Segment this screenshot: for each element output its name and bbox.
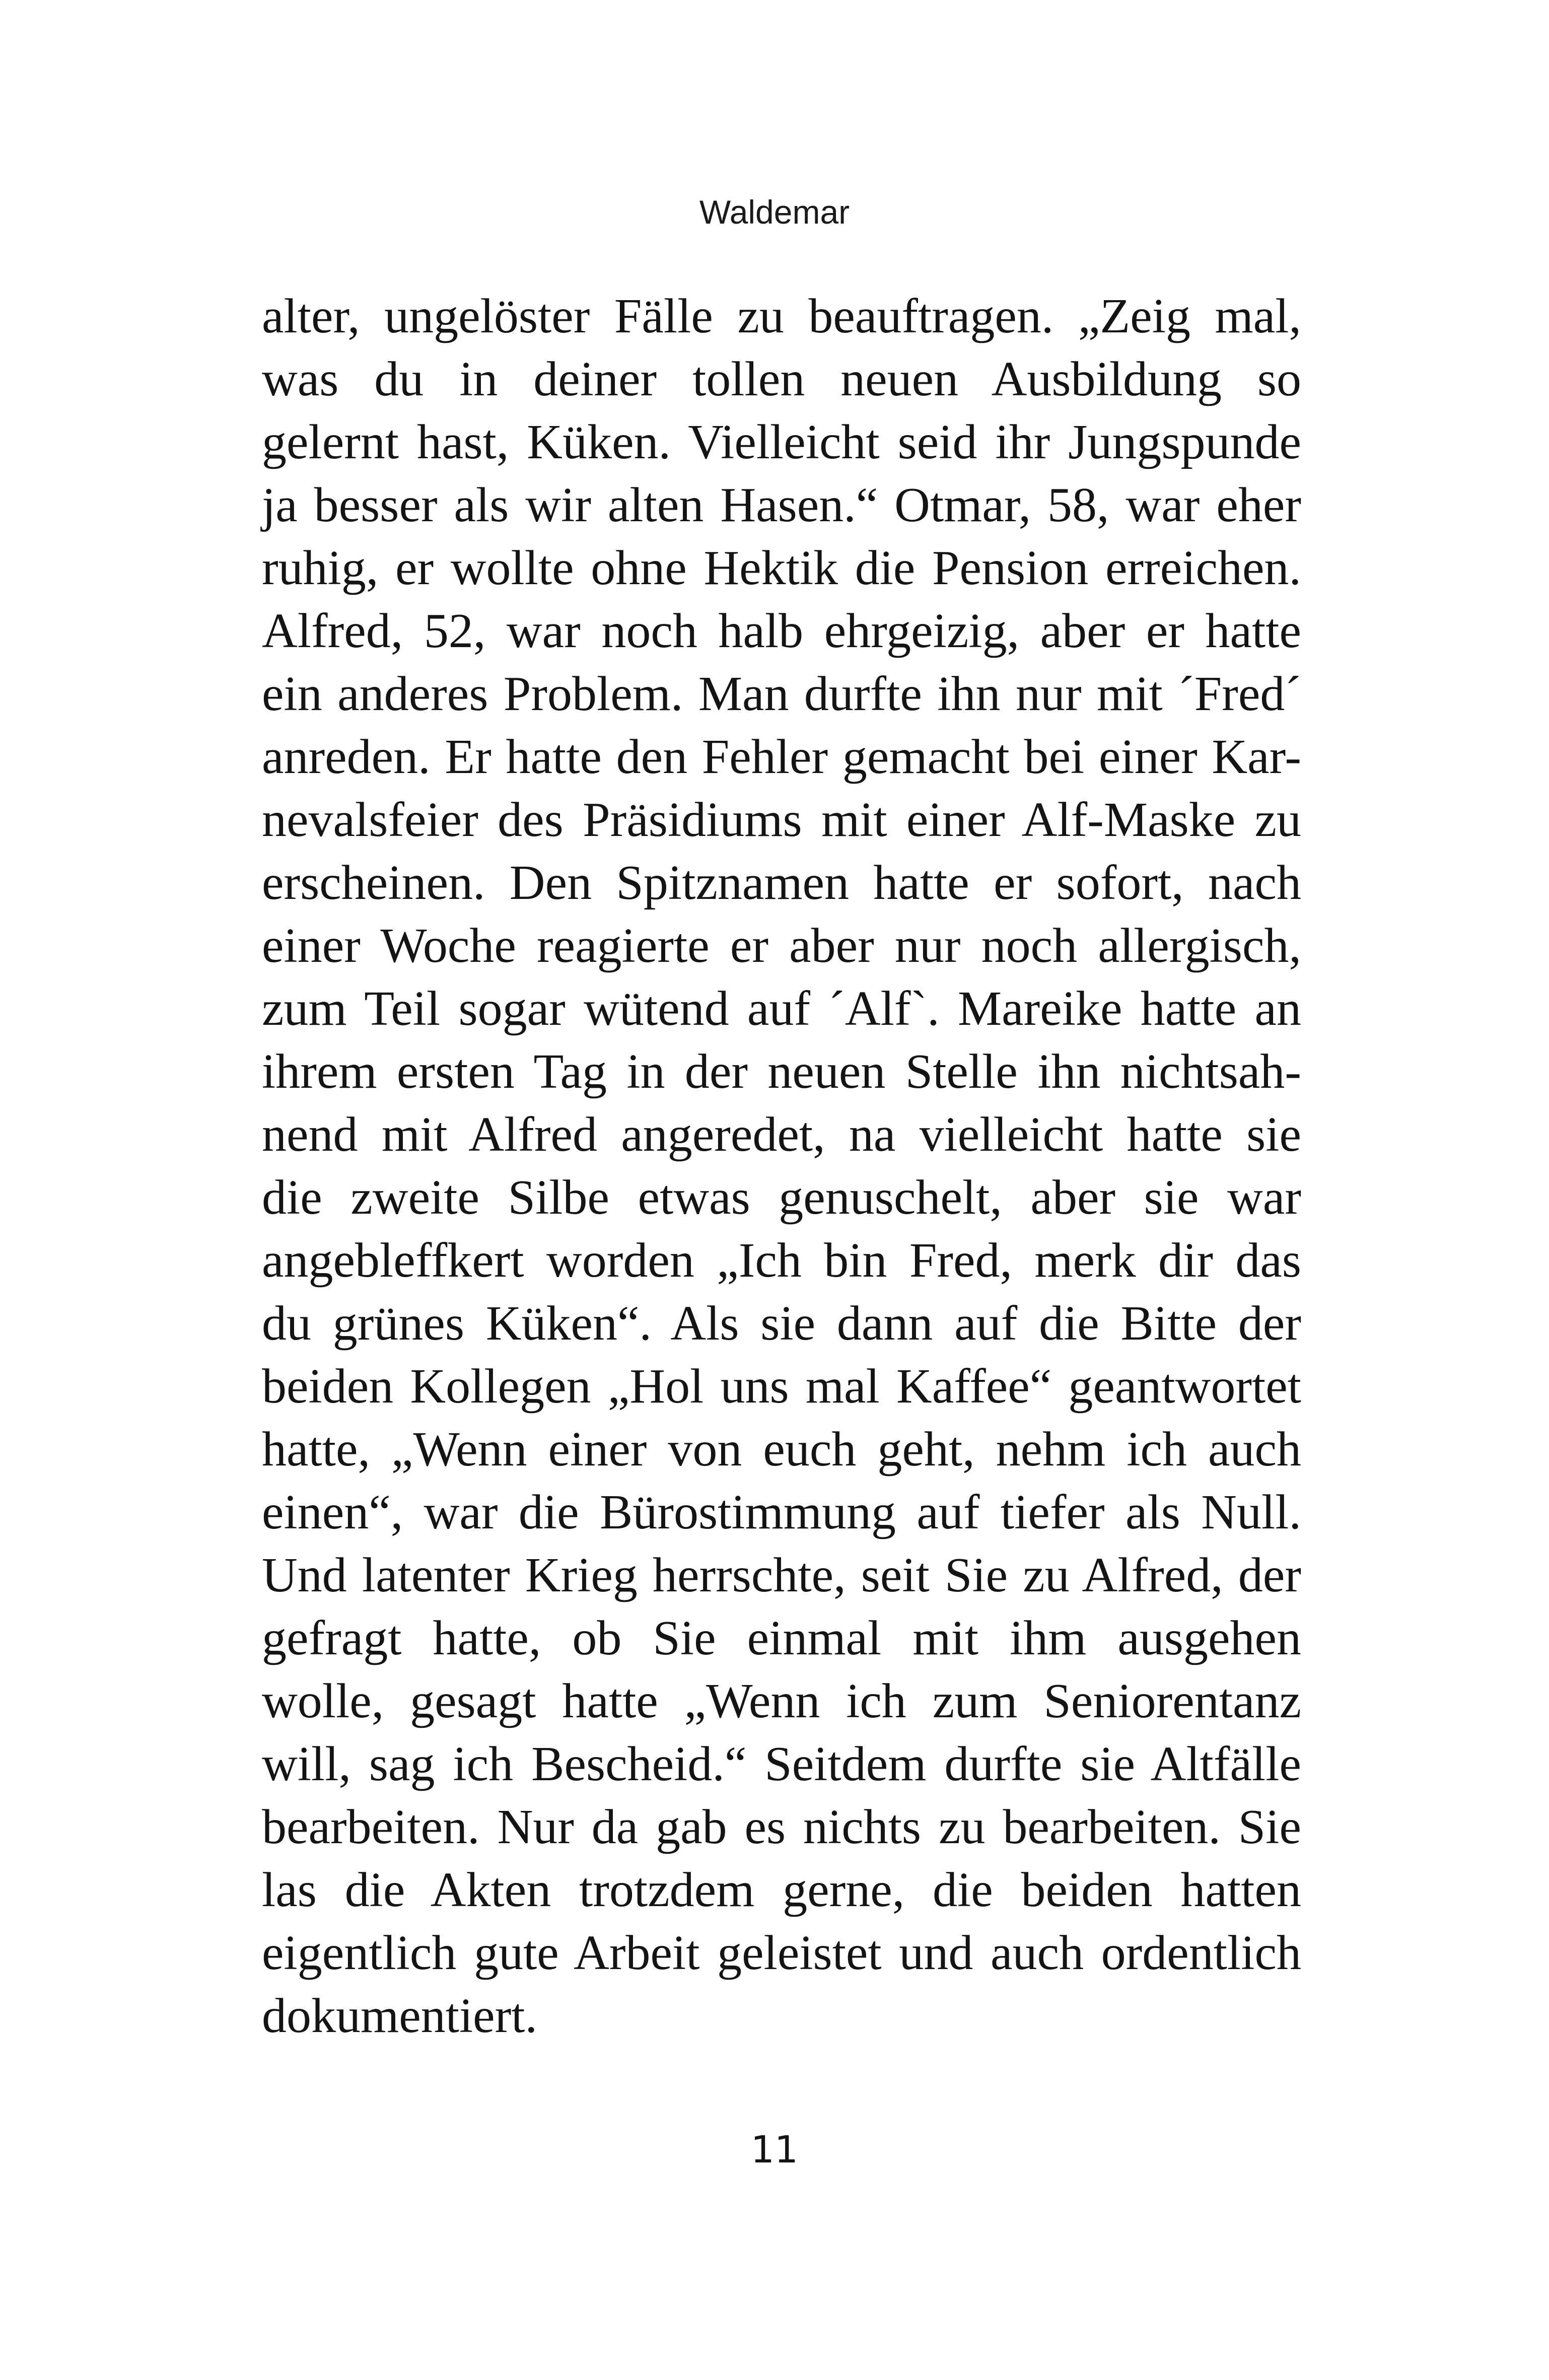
text-line: anreden. Er hatte den Fehler gemacht bei einer Kar-: [262, 730, 1301, 784]
text-line: ja besser als wir alten Hasen.“ Otmar, 58, war eher: [262, 478, 1301, 532]
text-line: gelernt hast, Küken. Vielleicht seid ihr Jungspunde: [262, 415, 1301, 469]
text-line: wolle, gesagt hatte „Wenn ich zum Seniorentanz: [262, 1674, 1301, 1728]
text-line: zum Teil sogar wütend auf ´Alf`. Mareike hatte an: [262, 982, 1301, 1036]
text-line: ihrem ersten Tag in der neuen Stelle ihn nichtsah-: [262, 1044, 1301, 1099]
text-line: gefragt hatte, ob Sie einmal mit ihm ausgehen: [262, 1611, 1301, 1665]
text-line: ein anderes Problem. Man durfte ihn nur mit ´Fred´: [262, 667, 1301, 721]
running-header: Waldemar: [699, 193, 850, 231]
text-line: las die Akten trotzdem gerne, die beiden hatten: [262, 1863, 1301, 1917]
text-line: will, sag ich Bescheid.“ Seitdem durfte sie Altfälle: [262, 1737, 1301, 1791]
text-line: einen“, war die Bürostimmung auf tiefer als Null.: [262, 1485, 1301, 1539]
text-line: bearbeiten. Nur da gab es nichts zu bearbeiten. Sie: [262, 1800, 1301, 1854]
text-line: hatte, „Wenn einer von euch geht, nehm ich auch: [262, 1422, 1301, 1477]
text-line: erscheinen. Den Spitznamen hatte er sofort, nach: [262, 856, 1301, 910]
text-line: ruhig, er wollte ohne Hektik die Pension erreichen.: [262, 541, 1301, 595]
text-line: Und latenter Krieg herrschte, seit Sie zu Alfred, der: [262, 1548, 1301, 1602]
page-number: 11: [750, 2128, 799, 2172]
text-line: alter, ungelöster Fälle zu beauftragen. „Zeig mal,: [262, 289, 1301, 343]
body-text: [262, 285, 1301, 2048]
text-line: die zweite Silbe etwas genuschelt, aber sie war: [262, 1170, 1301, 1225]
text-line: beiden Kollegen „Hol uns mal Kaffee“ geantwortet: [262, 1359, 1301, 1414]
text-line: nend mit Alfred angeredet, na vielleicht hatte sie: [262, 1107, 1301, 1162]
text-line: einer Woche reagierte er aber nur noch allergisch,: [262, 919, 1301, 973]
text-line: angebleffkert worden „Ich bin Fred, merk dir das: [262, 1233, 1301, 1288]
text-line-last: dokumentiert.: [262, 1989, 538, 2043]
text-line: Alfred, 52, war noch halb ehrgeizig, aber er hatte: [262, 604, 1301, 658]
text-line: was du in deiner tollen neuen Ausbildung so: [262, 352, 1301, 406]
text-line: nevalsfeier des Präsidiums mit einer Alf-Maske zu: [262, 793, 1301, 847]
text-line: eigentlich gute Arbeit geleistet und auch ordentlich: [262, 1926, 1301, 1980]
text-line: du grünes Küken“. Als sie dann auf die Bitte der: [262, 1296, 1301, 1351]
